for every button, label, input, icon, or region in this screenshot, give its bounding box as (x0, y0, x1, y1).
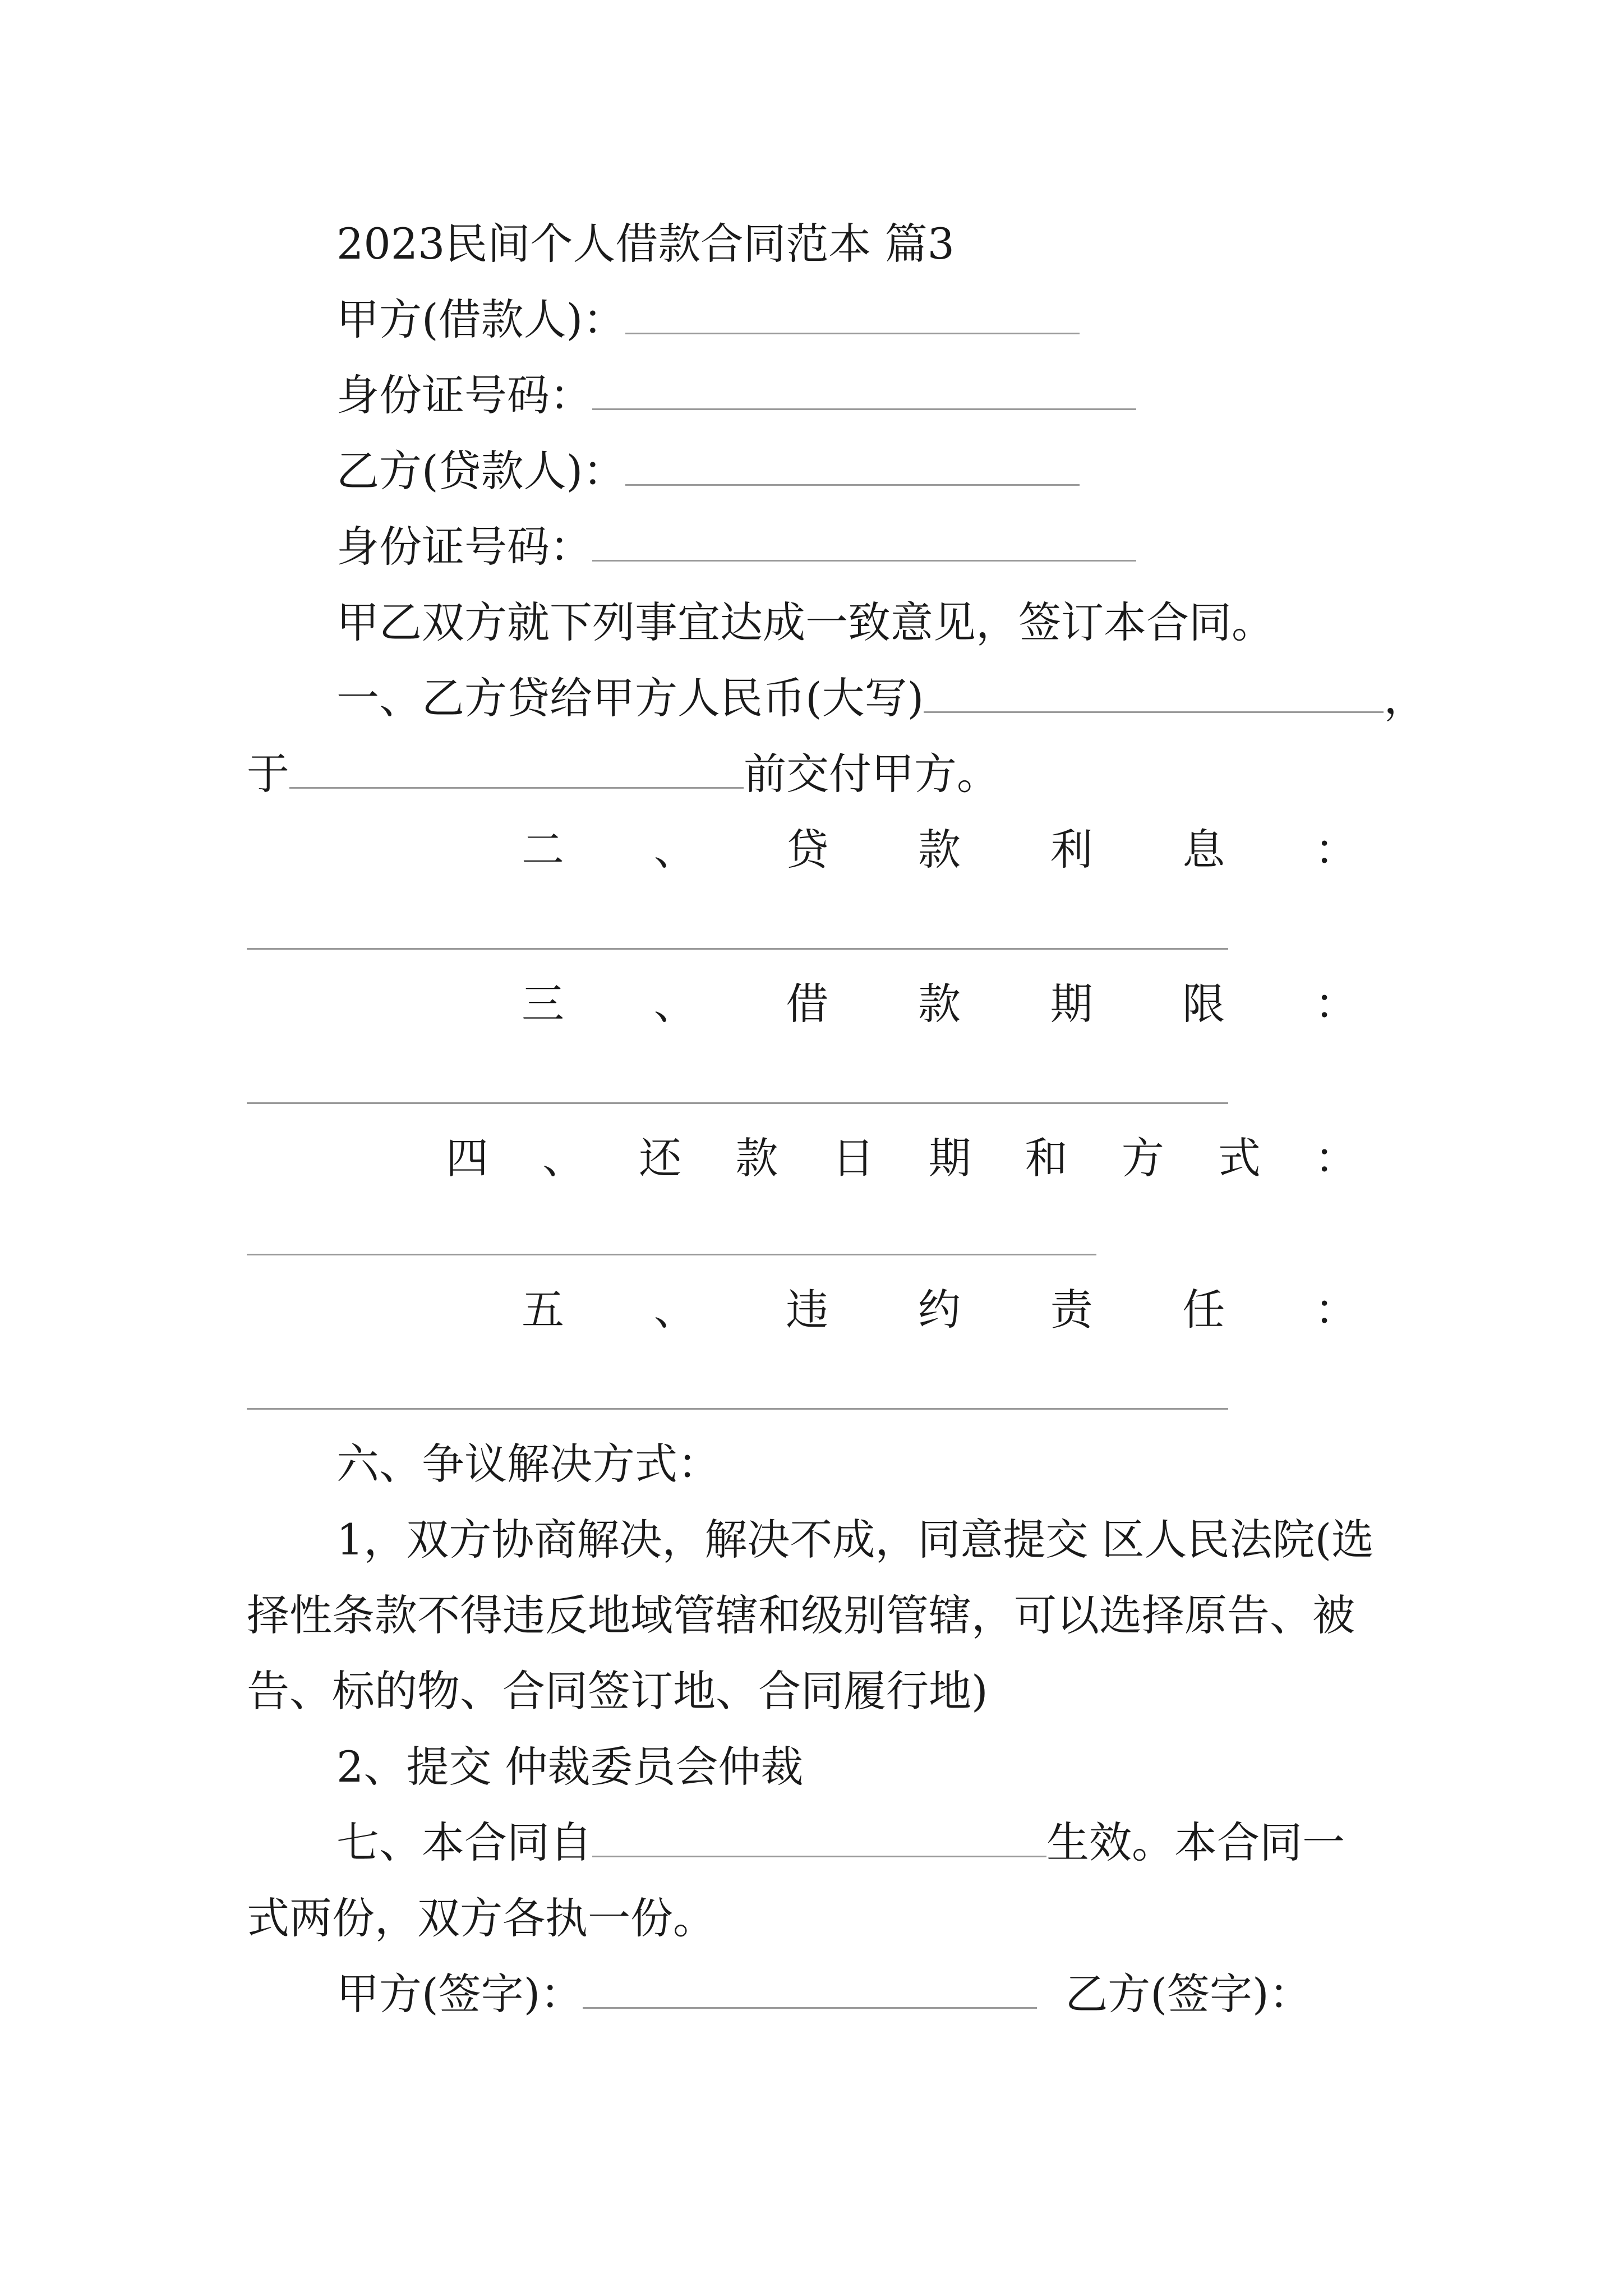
id-number-blank-2[interactable] (592, 521, 1136, 562)
clause-1-text: 一、乙方贷给甲方人民币(大写) (336, 673, 924, 723)
clause-5-char: ： (1314, 1285, 1357, 1335)
party-b-label: 乙方(贷款人)： (336, 446, 626, 496)
clause-6-item-1-text-3: 告、标的物、合同签订地、合同履行地) (247, 1666, 988, 1716)
clause-5-heading (522, 1282, 1357, 1338)
title-text: 2023民间个人借款合同范本 篇3 (336, 219, 955, 269)
clause-1-line-2 (247, 746, 1391, 802)
clause-4-char: 和 (1025, 1133, 1068, 1183)
clause-7-prefix: 七、本合同自 (336, 1818, 592, 1867)
clause-4-char: 、 (542, 1133, 585, 1183)
clause-5-char: 任 (1182, 1285, 1225, 1335)
clause-1-comma: ， (1384, 673, 1427, 723)
clause-4-char: 款 (735, 1133, 778, 1183)
clause-3-blank[interactable] (247, 1102, 1228, 1104)
clause-1-suffix: 前交付甲方。 (744, 749, 999, 799)
clause-5-char: 责 (1050, 1285, 1093, 1335)
clause-6-item-2-text: 2、提交 仲裁委员会仲裁 (336, 1742, 804, 1792)
clause-2-char: 款 (917, 825, 961, 875)
clause-4-char: 期 (928, 1133, 971, 1183)
id-number-line-2 (336, 519, 1391, 575)
agreement-intro-text: 甲乙双方就下列事宜达成一致意见，签订本合同。 (336, 597, 1274, 647)
party-b-blank[interactable] (625, 445, 1080, 486)
clause-6-item-1-text-2: 择性条款不得违反地域管辖和级别管辖，可以选择原告、被 (247, 1590, 1355, 1640)
clause-6-item-2 (336, 1739, 1391, 1795)
clause-7-suffix: 生效。本合同一 (1046, 1818, 1345, 1867)
clause-7-line-2 (247, 1890, 1391, 1947)
clause-6-title-text: 六、争议解决方式： (336, 1439, 720, 1489)
signature-line (336, 1966, 1391, 2022)
clause-4-heading (446, 1130, 1357, 1186)
document-title (336, 216, 1391, 272)
clause-4-char: 四 (446, 1133, 488, 1183)
clause-5-char: 违 (786, 1285, 829, 1335)
clause-2-heading (522, 822, 1357, 878)
sign-a-label: 甲方(签字)： (336, 1969, 583, 2019)
party-a-label: 甲方(借款人)： (336, 295, 626, 344)
clause-4-blank[interactable] (247, 1254, 1096, 1255)
clause-4-char: ： (1314, 1133, 1357, 1183)
clause-1-line-1 (336, 670, 1427, 726)
clause-3-char: 款 (917, 979, 961, 1029)
clause-2-char: ： (1314, 825, 1357, 875)
clause-6-item-1-line-2 (247, 1588, 1391, 1644)
loan-amount-blank[interactable] (924, 672, 1384, 713)
clause-4-char: 方 (1121, 1133, 1164, 1183)
clause-6-item-1-line-1 (336, 1512, 1391, 1568)
clause-7-line-1 (336, 1815, 1391, 1871)
effective-date-blank[interactable] (592, 1816, 1046, 1857)
clause-5-char: 、 (653, 1285, 697, 1335)
clause-1-prefix: 于 (247, 749, 289, 799)
id-number-label-2: 身份证号码： (336, 522, 592, 572)
clause-3-char: 三 (522, 979, 564, 1029)
clause-4-char: 还 (639, 1133, 682, 1183)
clause-3-char: 借 (786, 979, 829, 1029)
clause-3-char: 限 (1182, 979, 1225, 1029)
clause-3-char: ： (1314, 979, 1357, 1029)
clause-2-blank[interactable] (247, 948, 1228, 950)
clause-3-char: 、 (653, 979, 697, 1029)
party-a-line (336, 292, 1391, 348)
clause-7-text-2: 式两份，双方各执一份。 (247, 1893, 716, 1943)
clause-6-title (336, 1436, 1391, 1492)
clause-2-char: 息 (1182, 825, 1225, 875)
clause-3-char: 期 (1050, 979, 1093, 1029)
clause-5-char: 五 (522, 1285, 564, 1335)
id-number-line-1 (336, 367, 1391, 424)
clause-5-blank[interactable] (247, 1408, 1228, 1410)
party-a-blank[interactable] (625, 293, 1080, 334)
sign-a-blank[interactable] (583, 1968, 1037, 2009)
delivery-date-blank[interactable] (289, 748, 744, 789)
clause-3-heading (522, 976, 1357, 1032)
clause-5-char: 约 (917, 1285, 961, 1335)
agreement-intro (336, 595, 1391, 651)
clause-2-char: 、 (653, 825, 697, 875)
clause-2-char: 二 (522, 825, 564, 875)
party-b-line (336, 443, 1391, 499)
sign-b-label: 乙方(签字)： (1065, 1969, 1312, 2019)
clause-2-char: 贷 (786, 825, 829, 875)
clause-4-char: 日 (832, 1133, 875, 1183)
clause-4-char: 式 (1218, 1133, 1261, 1183)
clause-2-char: 利 (1050, 825, 1093, 875)
id-number-label-1: 身份证号码： (336, 370, 592, 420)
clause-6-item-1-line-3 (247, 1663, 1391, 1719)
id-number-blank-1[interactable] (592, 369, 1136, 410)
clause-6-item-1-text-1: 1，双方协商解决，解决不成，同意提交 区人民法院(选 (336, 1515, 1375, 1565)
